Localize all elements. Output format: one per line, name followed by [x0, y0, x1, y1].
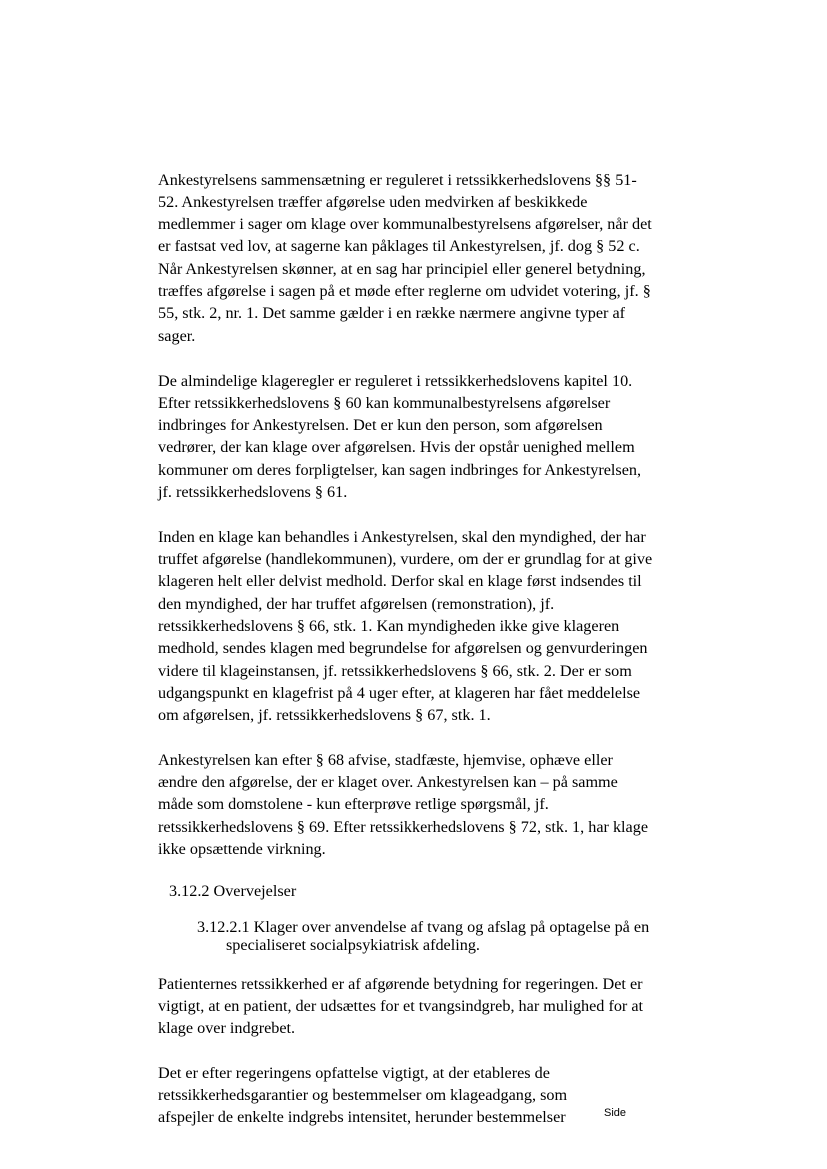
text-line: Ankestyrelsens sammensætning er reguleret i retssikkerhedslovens §§ 51- — [158, 171, 637, 189]
text-line: truffet afgørelse (handlekommunen), vurdere, om der er grundlag for at give — [158, 550, 653, 568]
text-line: klageren helt eller delvist medhold. Derfor skal en klage først indsendes til — [158, 572, 642, 590]
text-line: måde som domstolene - kun efterprøve retlige spørgsmål, jf. — [158, 795, 549, 813]
text-line: vedrører, der kan klage over afgørelsen. Hvis der opstår uenighed mellem — [158, 438, 635, 456]
text-line: om afgørelsen, jf. retssikkerhedslovens § 67, stk. 1. — [158, 706, 491, 724]
text-line: er fastsat ved lov, at sagerne kan påklages til Ankestyrelsen, jf. dog § 52 c. — [158, 237, 640, 255]
text-line: afspejler de enkelte indgrebs intensitet, herunder bestemmelser — [158, 1108, 566, 1126]
text-line: specialiseret socialpsykiatrisk afdeling. — [226, 936, 480, 954]
page-footer-label: Side — [604, 1107, 627, 1119]
text-line: udgangspunkt en klagefrist på 4 uger efter, at klageren har fået meddelelse — [158, 684, 641, 702]
text-line: sager. — [158, 327, 196, 345]
text-line: Inden en klage kan behandles i Ankestyrelsen, skal den myndighed, der har — [158, 528, 646, 546]
text-line: medhold, sendes klagen med begrundelse for afgørelsen og genvurderingen — [158, 639, 648, 657]
text-line: jf. retssikkerhedslovens § 61. — [158, 483, 348, 501]
text-line: De almindelige klageregler er reguleret i retssikkerhedslovens kapitel 10. — [158, 372, 633, 390]
text-line: videre til klageinstansen, jf. retssikkerhedslovens § 66, stk. 2. Der er som — [158, 662, 632, 680]
text-line: vigtigt, at en patient, der udsættes for et tvangsindgreb, har mulighed for at — [158, 997, 644, 1015]
text-line: retssikkerhedsgarantier og bestemmelser om klageadgang, som — [158, 1086, 568, 1104]
section-heading-overvejelser: 3.12.2 Overvejelser — [169, 882, 297, 900]
text-line: ændre den afgørelse, der er klaget over. Ankestyrelsen kan – på samme — [158, 773, 618, 791]
text-line: retssikkerhedslovens § 66, stk. 1. Kan myndigheden ikke give klageren — [158, 617, 620, 635]
text-line: 3.12.2.1 Klager over anvendelse af tvang og afslag på optagelse på en — [197, 918, 650, 936]
text-line: kommuner om deres forpligtelser, kan sagen indbringes for Ankestyrelsen, — [158, 461, 642, 479]
text-line: indbringes for Ankestyrelsen. Det er kun den person, som afgørelsen — [158, 416, 603, 434]
text-line: ikke opsættende virkning. — [158, 840, 326, 858]
text-line: Det er efter regeringens opfattelse vigtigt, at der etableres de — [158, 1064, 550, 1082]
text-line: Når Ankestyrelsen skønner, at en sag har principiel eller generel betydning, — [158, 260, 646, 278]
text-line: 52. Ankestyrelsen træffer afgørelse uden medvirken af beskikkede — [158, 193, 588, 211]
text-line: Efter retssikkerhedslovens § 60 kan kommunalbestyrelsens afgørelser — [158, 394, 611, 412]
text-line: medlemmer i sager om klage over kommunalbestyrelsens afgørelser, når det — [158, 215, 652, 233]
text-line: Ankestyrelsen kan efter § 68 afvise, stadfæste, hjemvise, ophæve eller — [158, 751, 613, 769]
text-line: klage over indgrebet. — [158, 1019, 296, 1037]
text-line: Patienternes retssikkerhed er af afgørende betydning for regeringen. Det er — [158, 975, 643, 993]
text-line: træffes afgørelse i sagen på et møde efter reglerne om udvidet votering, jf. § — [158, 282, 651, 300]
text-line: 55, stk. 2, nr. 1. Det samme gælder i en række nærmere angivne typer af — [158, 304, 626, 322]
text-line: den myndighed, der har truffet afgørelsen (remonstration), jf. — [158, 595, 555, 613]
text-line: retssikkerhedslovens § 69. Efter retssikkerhedslovens § 72, stk. 1, har klage — [158, 818, 649, 836]
